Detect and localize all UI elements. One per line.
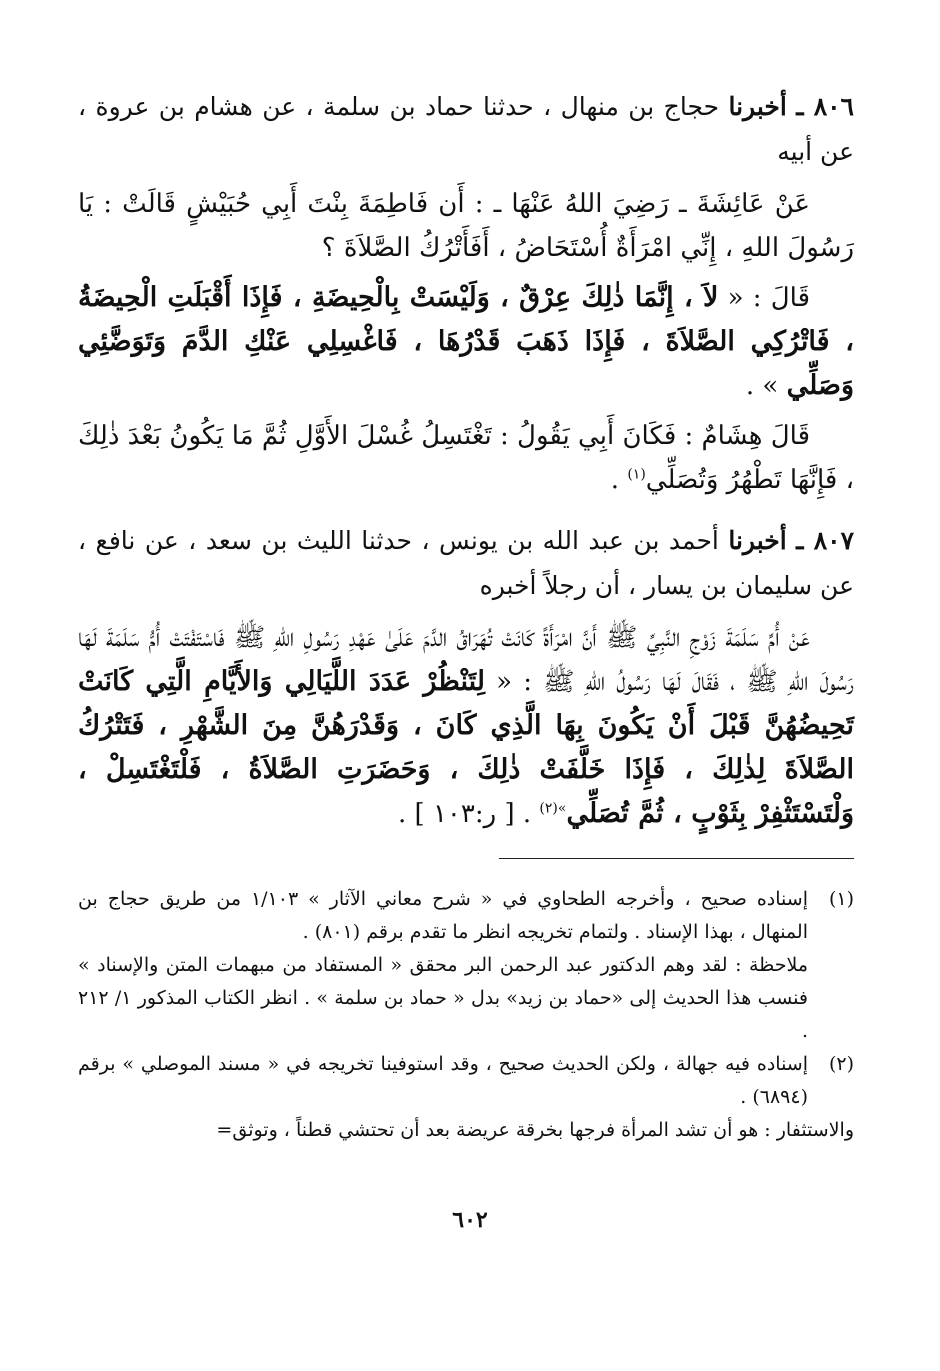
footnote-mark-1[interactable]: (١) xyxy=(627,466,646,483)
page-content xyxy=(78,84,854,1331)
hadith-806-text-2 xyxy=(78,414,854,502)
footnote-mark-2[interactable]: »(٢) xyxy=(539,800,567,817)
hadith-number: ٨٠٦ ـ xyxy=(796,92,854,121)
page-number: ٦٠٢ xyxy=(452,1207,488,1233)
footnote-continuation: والاستثفار : هو أن تشد المرأة فرجها بخرقة عريضة بعد أن تحتشي قطناً ، وتوثق= xyxy=(216,1119,854,1141)
footnote-line: إسناده صحيح ، وأخرجه الطحاوي في « شرح معاني الآثار » ١/١٠٣ من طريق حجاج بن المنهال ، بهذا الإسناد . ولتمام تخريجه انظر ما تقدم برقم (٨٠١) . xyxy=(78,888,808,943)
isnad-text: حجاج بن منهال ، حدثنا حماد بن سلمة ، عن هشام بن عروة ، عن أبيه xyxy=(78,92,854,166)
isnad-text: أحمد بن عبد الله بن يونس ، حدثنا الليث بن سعد ، عن نافع ، عن سليمان بن يسار ، أن رجلاً أخبره xyxy=(78,526,854,600)
footnote-line: ملاحظة : لقد وهم الدكتور عبد الرحمن البر محقق « المستفاد من مبهمات المتن والإسناد » فنسب هذا الحديث إلى «حماد بن زيد» بدل « حماد بن سلمة » . انظر الكتاب المذكور ١/ ٢١٢ . xyxy=(78,954,808,1042)
prophetic-text: لاَ ، إِنَّمَا ذٰلِكَ عِرْقٌ ، وَلَيْسَتْ بِالْحِيضَةِ ، فَإِذَا أَقْبَلَتِ الْحِيضَةُ ، فَاتْرُكِي الصَّلاَةَ ، فَإِذَا ذَهَبَ قَدْرُهَا ، فَاغْسِلِي عَنْكِ الدَّمَ وَتَوَضَّئِي وَصَلِّي xyxy=(78,282,854,401)
footnote-text xyxy=(78,883,808,1048)
footnote-line: إسناده فيه جهالة ، ولكن الحديث صحيح ، وقد استوفينا تخريجه في « مسند الموصلي » برقم (٦٨٩٤) . xyxy=(78,1053,808,1108)
hisham-text-end: . xyxy=(610,465,628,495)
footnote-text xyxy=(78,1048,808,1114)
qala-end: » . xyxy=(745,371,787,401)
umm-salama-text: عَنْ أُمِّ سَلَمَةَ زَوْجِ النَّبِيِّ ﷺ أَنَّ امْرَأَةً كَانَتْ تُهَرَاقُ الدَّمَ عَلَىٰ عَهْدِ رَسُولِ اللهِ ﷺ فَاسْتَفْتَتْ أُمُّ سَلَمَةَ لَهَا رَسُولَ اللهِ ﷺ ، فَقَالَ لَهَا رَسُولُ اللهِ ﷺ : « xyxy=(78,623,854,697)
hadith-number: ٨٠٧ ـ xyxy=(796,526,855,555)
hadith-806-isnad xyxy=(78,84,854,174)
akhbarana-label: أخبرنا xyxy=(728,92,787,121)
akhbarana-label: أخبرنا xyxy=(728,526,787,555)
hadith-807-text xyxy=(78,616,854,836)
footnote-2 xyxy=(78,1048,854,1114)
prophetic-text: لِتَنْظُرْ عَدَدَ اللَّيَالِي وَالأَيَّامِ الَّتِي كَانَتْ تَحِيضُهُنَّ قَبْلَ أَنْ يَكُونَ بِهَا الَّذِي كَانَ ، وَقَدْرَهُنَّ مِنَ الشَّهْرِ ، فَتَتْرُكُ الصَّلاَةَ لِذٰلِكَ ، فَإِذَا خَلَّفَتْ ذٰلِكَ ، وَحَضَرَتِ الصَّلاَةُ ، فَلْتَغْتَسِلْ ، وَلْتَسْتَثْفِرْ بِثَوْبٍ ، ثُمَّ تُصَلِّي xyxy=(78,666,854,829)
spacer xyxy=(78,508,854,518)
footnote-number: (١) xyxy=(828,888,854,910)
hadith-806-text-1: عَنْ عَائِشَةَ ـ رَضِيَ اللهُ عَنْهَا ـ : أَن فَاطِمَةَ بِنْتَ أَبِي حُبَيْشٍ قَالَتْ : يَا رَسُولَ اللهِ ، إِنِّي امْرَأَةٌ أُسْتَحَاضُ ، أَفَأَتْرُكُ الصَّلاَةَ ؟ xyxy=(78,189,854,263)
footnote-1 xyxy=(78,883,854,1048)
qala-label: قَالَ : « xyxy=(718,283,811,313)
hadith-807-end: . [ ر:١٠٣ ] . xyxy=(398,799,540,829)
hadith-807-isnad xyxy=(78,518,854,608)
hisham-text: قَالَ هِشَامٌ : فَكَانَ أَبِي يَقُولُ : تَغْتَسِلُ غُسْلَ الأَوَّلِ ثُمَّ مَا يَكُونُ بَعْدَ ذٰلِكَ ، فَإِنَّهَا تَطْهُرُ وَتُصَلِّي xyxy=(78,421,854,495)
footnote-number: (٢) xyxy=(828,1053,854,1075)
footnote-divider xyxy=(499,858,854,859)
hadith-806-prophetic-saying xyxy=(78,276,854,408)
